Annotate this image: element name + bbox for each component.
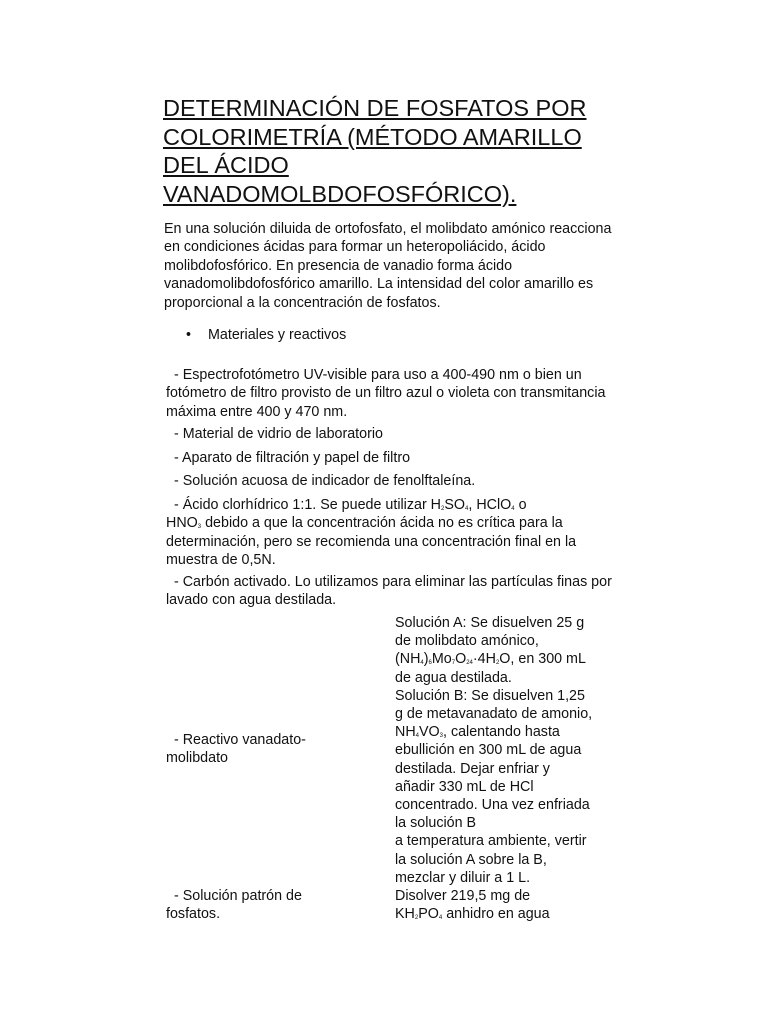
title-line: COLORIMETRÍA (MÉTODO AMARILLO xyxy=(163,123,582,150)
formula-metavanadato: $NH_4VO_3$, calentando hasta xyxy=(395,724,560,741)
item-espectrofotometro: - Espectrofotómetro UV-visible para uso a 400-490 nm o bien un fotómetro de filtro provisto de un filtro azul o violeta con transmitancia máxima entre 400 y 470 nm. xyxy=(166,367,606,420)
formula-fosfato: $KH_2PO_4$ anhidro en agua xyxy=(395,906,550,923)
intro-paragraph: En una solución diluida de ortofosfato, el molibdato amónico reacciona en condiciones ácidas para formar un heteropoliácido, ácido molibdofosfórico. En presencia de vanadio forma ácido vanadomolibdofosfórico amarillo. La intensidad del color amarillo es proporcional a la concentración de fosfatos. xyxy=(164,221,612,311)
item-material-vidrio: - Material de vidrio de laboratorio xyxy=(174,426,383,442)
document-title xyxy=(163,94,603,208)
item-indicador: - Solución acuosa de indicador de fenolftaleína. xyxy=(174,473,476,489)
item-aparato-filtracion: - Aparato de filtración y papel de filtro xyxy=(174,450,411,466)
table-cell-patron-detalle: Disolver 219,5 mg de $KH_2PO_4$ anhidro en agua xyxy=(395,887,610,923)
table-row-label-reactivo: - Reactivo vanadato- molibdato xyxy=(166,732,306,767)
item-carbon-activado: - Carbón activado. Lo utilizamos para eliminar las partículas finas por lavado con agua destilada. xyxy=(166,574,612,609)
bullet-icon: • xyxy=(186,327,192,343)
title-line: DEL ÁCIDO xyxy=(163,152,289,178)
title-line: DETERMINACIÓN DE FOSFATOS POR xyxy=(163,95,587,121)
table-cell-reactivo-detalle: Solución A: Se disuelven 25 g de molibdato amónico, $(NH_4)_6Mo_7O_{24}\cdot 4H_2O$, en 300 mL de agua destilada. Solución B: Se disuelven 1,25 g de metavanadato de amonio, $NH_4VO_3$, calentando hasta ebullición en 300 mL de agua destilada. Dejar enfriar y añadir 330 mL de HCl concentrado. Una vez enfriada la solución B a temperatura ambiente, vertir la solución A sobre la B, mezclar y diluir a 1 L. xyxy=(395,614,610,887)
item-acido-clorhidrico: - Ácido clorhídrico 1:1. Se puede utilizar $H_2SO_4$, HClO$_4$ o $HNO_3$ debido a que la concentración ácida no es crítica para la determinación, pero se recomienda una concentración final en la muestra de 0,5N. xyxy=(166,497,577,569)
table-row-label-patron: - Solución patrón de fosfatos. xyxy=(166,888,302,923)
formula-molibdato: $(NH_4)_6Mo_7O_{24}\cdot 4H_2O$, en 300 mL xyxy=(395,651,586,668)
title-line: VANADOMOLBDOFOSFÓRICO). xyxy=(163,180,517,207)
section-heading: Materiales y reactivos xyxy=(208,327,347,343)
